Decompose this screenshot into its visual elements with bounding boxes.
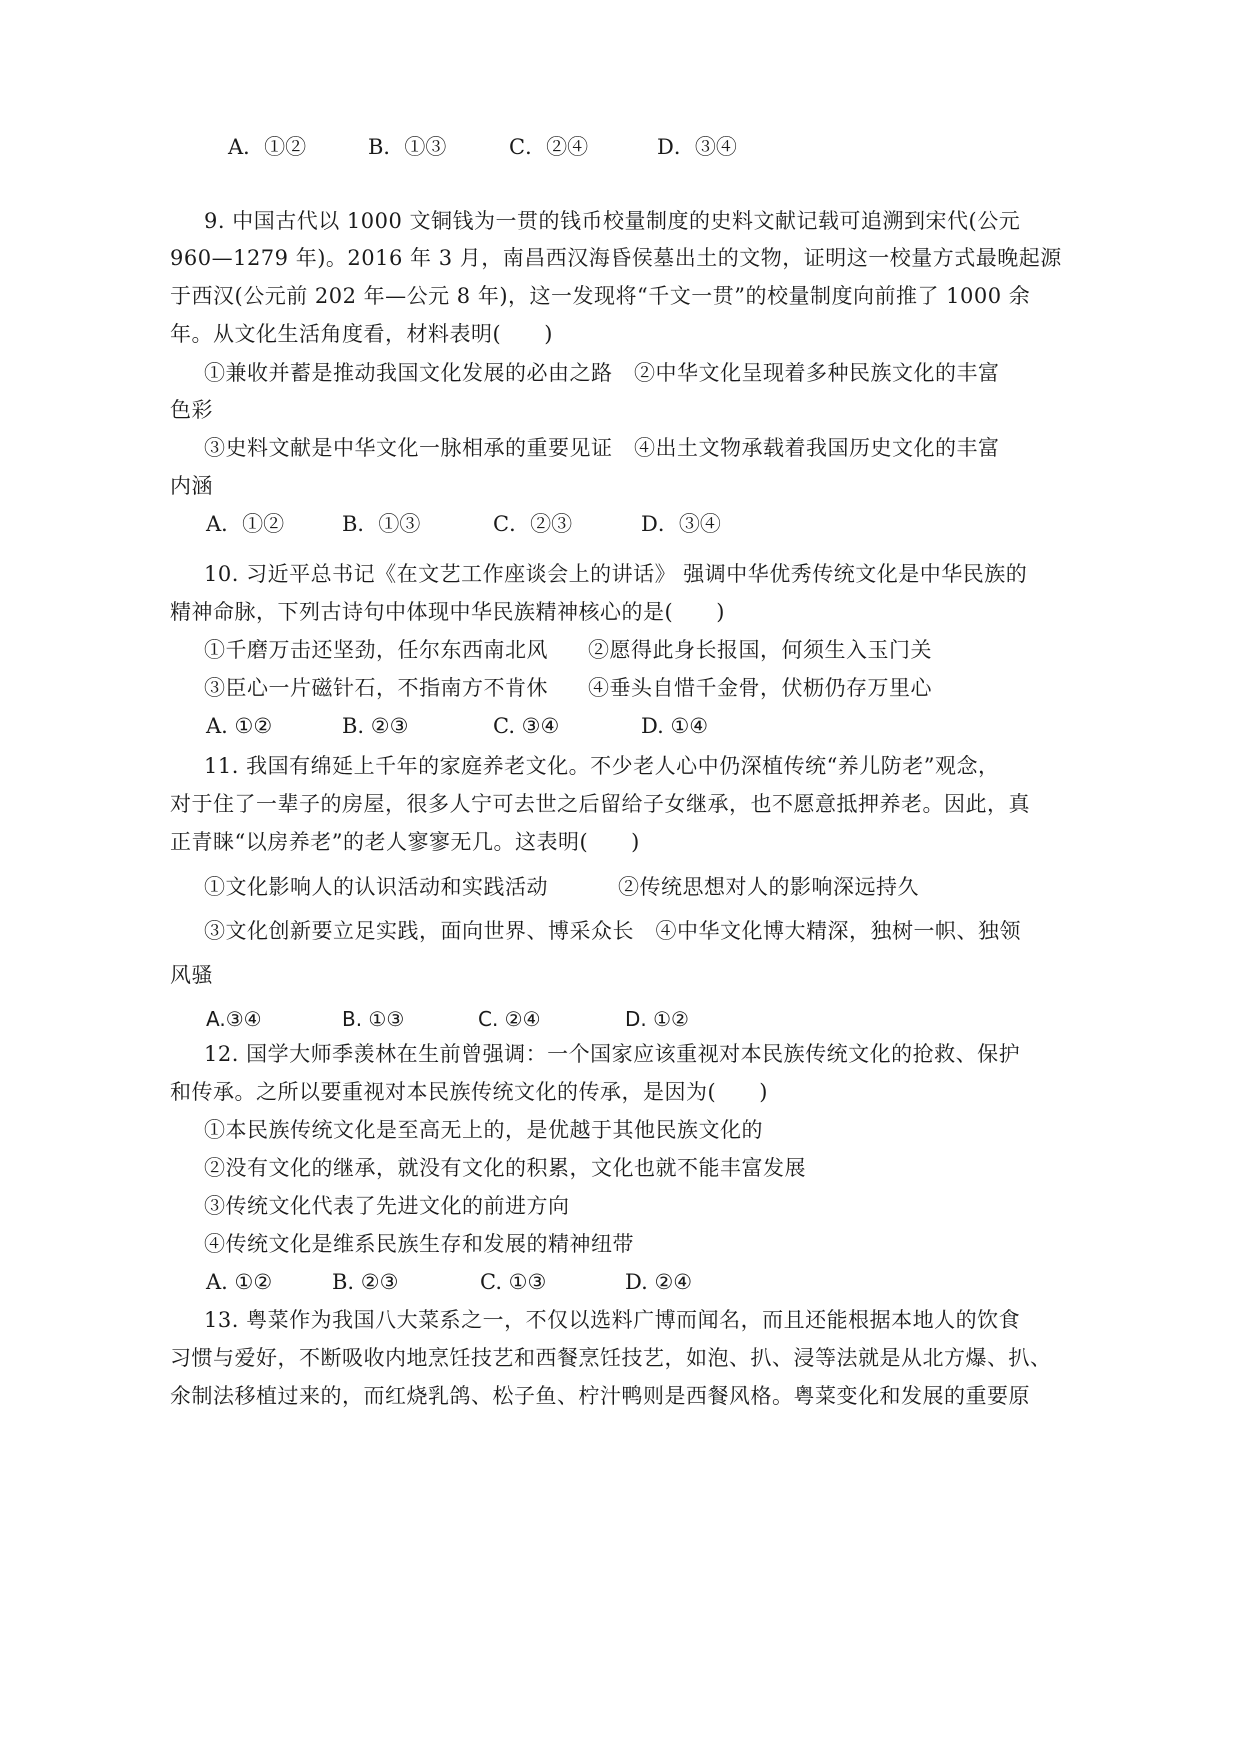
q8-option-c: C．②④ — [509, 135, 589, 159]
q11-item: 风骚 — [170, 963, 213, 987]
q8-option-a: A．①② — [228, 135, 307, 159]
q11-option-a: A.③④ — [206, 1007, 262, 1031]
q10-item: ④垂头自惜千金骨，伏枥仍存万里心 — [588, 676, 932, 700]
q11-item: ①文化影响人的认识活动和实践活动 — [204, 875, 548, 899]
q12-option-b: B. ②③ — [332, 1270, 399, 1294]
q12-item: ④传统文化是维系民族生存和发展的精神纽带 — [204, 1232, 634, 1256]
q10-option-a: A. ①② — [206, 714, 273, 738]
q8-option-d: D．③④ — [657, 135, 737, 159]
q9-item: ③史料文献是中华文化一脉相承的重要见证 ④出土文物承载着我国历史文化的丰富 — [204, 436, 1000, 460]
q10-stem-line: 精神命脉，下列古诗句中体现中华民族精神核心的是( ) — [170, 600, 725, 624]
q10-item: ②愿得此身长报国，何须生入玉门关 — [588, 638, 932, 662]
q9-stem-line: 年。从文化生活角度看，材料表明( ) — [170, 322, 553, 346]
q11-stem-line: 正青睐“以房养老”的老人寥寥无几。这表明( ) — [170, 830, 640, 854]
q13-stem-line: 氽制法移植过来的，而红烧乳鸽、松子鱼、柠汁鸭则是西餐风格。粤菜变化和发展的重要原 — [170, 1384, 1030, 1408]
q9-item: 色彩 — [170, 398, 213, 422]
q11-stem-line: 11. 我国有绵延上千年的家庭养老文化。不少老人心中仍深植传统“养儿防老”观念， — [204, 754, 1000, 778]
q10-option-d: D. ①④ — [641, 714, 709, 738]
q9-option-d: D．③④ — [641, 512, 721, 536]
q9-item: ①兼收并蓄是推动我国文化发展的必由之路 ②中华文化呈现着多种民族文化的丰富 — [204, 361, 1000, 385]
q13-stem-line: 习惯与爱好，不断吸收内地烹饪技艺和西餐烹饪技艺，如泡、扒、浸等法就是从北方爆、扒、 — [170, 1346, 1052, 1370]
q12-stem-line: 和传承。之所以要重视对本民族传统文化的传承，是因为( ) — [170, 1080, 768, 1104]
q10-item: ③臣心一片磁针石，不指南方不肯休 — [204, 676, 548, 700]
q9-stem-line: 9. 中国古代以 1000 文铜钱为一贯的钱币校量制度的史料文献记载可追溯到宋代(公元 — [204, 209, 1021, 233]
q8-option-b: B．①③ — [368, 135, 447, 159]
q12-stem-line: 12. 国学大师季羡林在生前曾强调：一个国家应该重视对本民族传统文化的抢救、保护 — [204, 1042, 1021, 1066]
q9-option-a: A．①② — [206, 512, 285, 536]
q11-item: ②传统思想对人的影响深远持久 — [618, 875, 919, 899]
q12-item: ①本民族传统文化是至高无上的，是优越于其他民族文化的 — [204, 1118, 763, 1142]
q11-option-b: B. ①③ — [342, 1007, 405, 1031]
q9-item: 内涵 — [170, 474, 213, 498]
q9-stem-line: 960—1279 年)。2016 年 3 月，南昌西汉海昏侯墓出土的文物，证明这一校量方式最晚起源 — [170, 246, 1062, 270]
q12-item: ②没有文化的继承，就没有文化的积累，文化也就不能丰富发展 — [204, 1156, 806, 1180]
q12-option-a: A. ①② — [206, 1270, 273, 1294]
q9-stem-line: 于西汉(公元前 202 年—公元 8 年)，这一发现将“千文一贯”的校量制度向前推了 1000 余 — [170, 284, 1031, 308]
q11-option-d: D. ①② — [625, 1007, 689, 1031]
q12-option-c: C. ①③ — [480, 1270, 547, 1294]
q9-option-c: C．②③ — [493, 512, 573, 536]
q13-stem-line: 13. 粤菜作为我国八大菜系之一，不仅以选料广博而闻名，而且还能根据本地人的饮食 — [204, 1308, 1021, 1332]
q10-stem-line: 10. 习近平总书记《在文艺工作座谈会上的讲话》 强调中华优秀传统文化是中华民族的 — [204, 562, 1028, 586]
q10-option-b: B. ②③ — [342, 714, 409, 738]
q10-option-c: C. ③④ — [493, 714, 560, 738]
q11-item: ③文化创新要立足实践，面向世界、博采众长 ④中华文化博大精深，独树一帜、独领 — [204, 919, 1021, 943]
q10-item: ①千磨万击还坚劲，任尔东西南北风 — [204, 638, 548, 662]
q12-option-d: D. ②④ — [625, 1270, 693, 1294]
q9-option-b: B．①③ — [342, 512, 421, 536]
q12-item: ③传统文化代表了先进文化的前进方向 — [204, 1194, 570, 1218]
q11-option-c: C. ②④ — [478, 1007, 541, 1031]
q11-stem-line: 对于住了一辈子的房屋，很多人宁可去世之后留给子女继承，也不愿意抵押养老。因此，真 — [170, 792, 1030, 816]
